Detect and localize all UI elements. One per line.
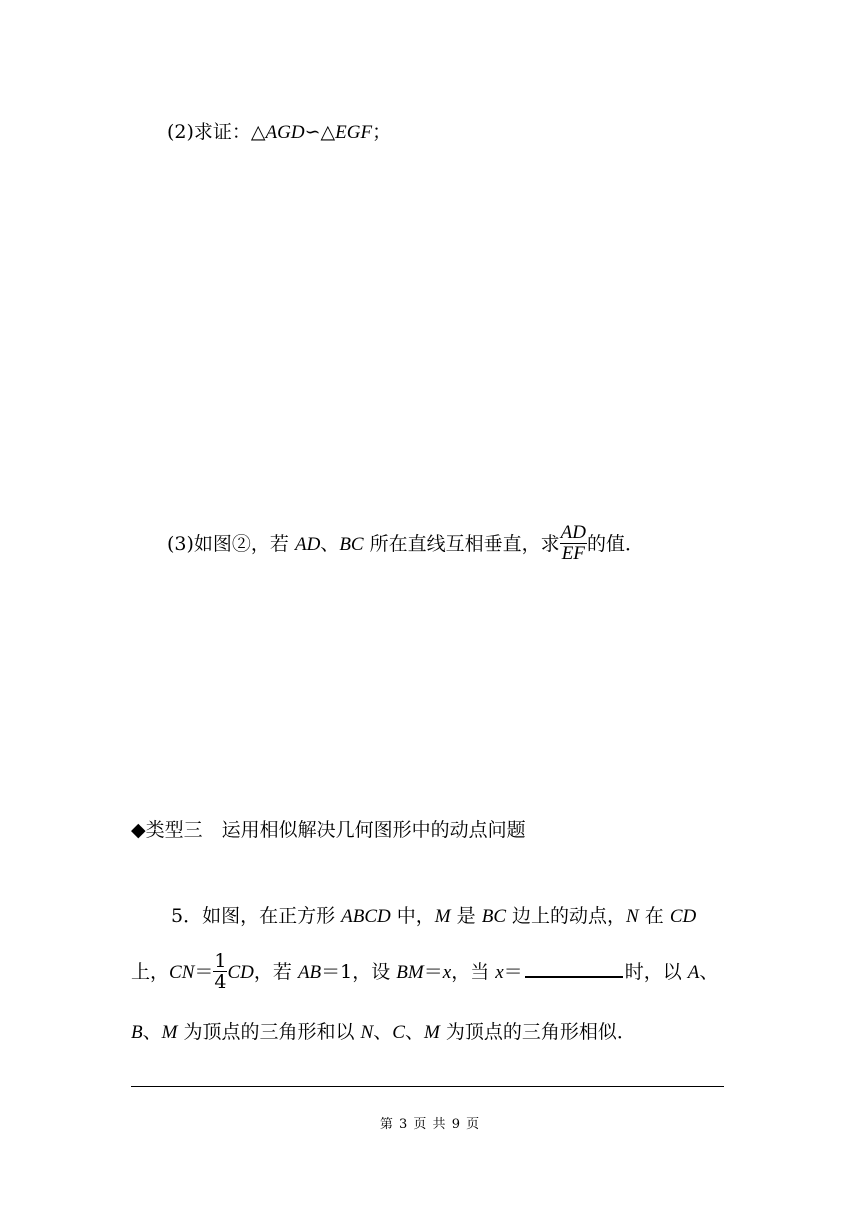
fraction-ad-over-ef: $\frac{AD}{EF}$ <box>560 521 586 564</box>
question-5-line-3: B、M 为顶点的三角形和以 N、C、M 为顶点的三角形相似． <box>131 1021 636 1043</box>
diamond-icon: ◆ <box>131 819 146 841</box>
page-number: 第 3 页 共 9 页 <box>379 1117 481 1132</box>
question-5-line-2: 上，CN＝ $\frac{1}{4}$ CD，若 AB＝1，设 BM＝x，当 x＝ 时，以 A、 <box>131 949 719 993</box>
question-2: (2)求证：△AGD∽△EGF； <box>167 121 392 143</box>
footer-divider <box>131 1086 724 1087</box>
question-5-line-1: 5．如图，在正方形 ABCD 中，M 是 BC 边上的动点，N 在 CD <box>171 905 697 927</box>
answer-blank[interactable] <box>525 958 623 978</box>
question-3: (3)如图②，若 AD、BC 所在直线互相垂直，求 $\frac{AD}{EF}$ 的值． <box>167 521 644 564</box>
fraction-one-quarter: $\frac{1}{4}$ <box>214 949 227 993</box>
section-heading: ◆类型三 运用相似解决几何图形中的动点问题 <box>131 819 526 841</box>
